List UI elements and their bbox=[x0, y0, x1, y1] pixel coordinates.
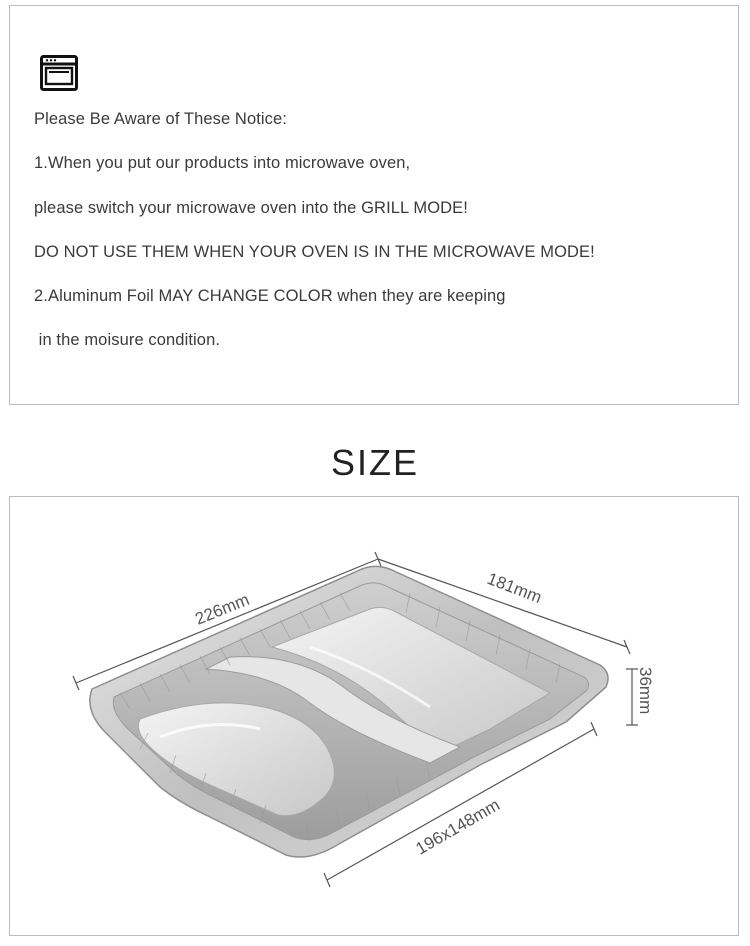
tray-diagram bbox=[10, 497, 740, 937]
notice-line-2: please switch your microwave oven into the GRILL MODE! bbox=[34, 199, 468, 217]
oven-icon bbox=[40, 55, 78, 91]
size-title: SIZE bbox=[330, 442, 419, 483]
dimension-bottom: 196x148mm bbox=[412, 795, 504, 859]
notice-line-5: in the moisure condition. bbox=[34, 331, 221, 349]
dimension-height: 36mm bbox=[636, 667, 655, 715]
dimension-top-length: 226mm bbox=[192, 589, 253, 629]
size-box bbox=[9, 496, 739, 936]
foil-tray-image bbox=[90, 566, 608, 857]
notice-line-3: DO NOT USE THEM WHEN YOUR OVEN IS IN THE MICROWAVE MODE! bbox=[34, 243, 595, 261]
notice-line-1: 1.When you put our products into microwave oven, bbox=[34, 154, 411, 172]
dimension-top-width: 181mm bbox=[484, 568, 545, 608]
notice-box bbox=[9, 5, 739, 405]
notice-heading: Please Be Aware of These Notice: bbox=[34, 110, 287, 128]
notice-line-4: 2.Aluminum Foil MAY CHANGE COLOR when they are keeping bbox=[34, 287, 506, 305]
